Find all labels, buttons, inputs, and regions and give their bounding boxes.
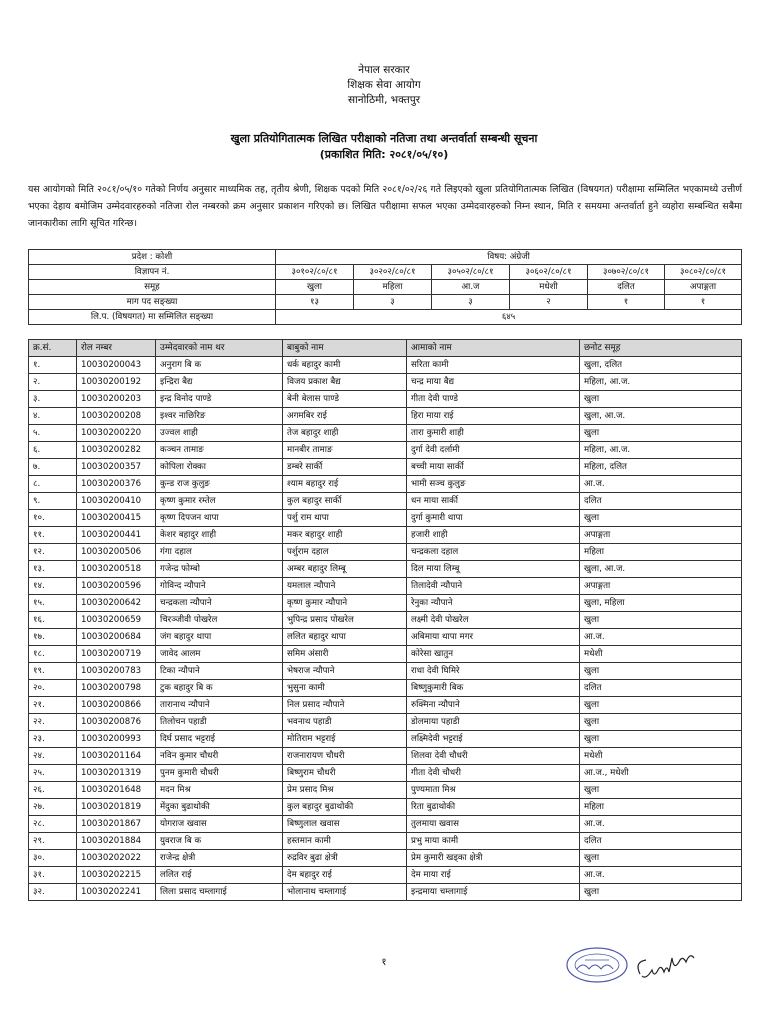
candidate-name: उज्वल शाही [156,425,283,442]
mother-name: हिरा माया राई [407,408,580,425]
mother-name: दिल माया लिम्बू [407,561,580,578]
table-row [29,357,742,374]
father-name: भुसुना कामी [283,680,407,697]
father-name: राजनारायण चौधरी [283,748,407,765]
selection-group: महिला, आ.ज. [580,374,742,391]
column-header: क्र.सं. [29,340,77,357]
selection-group: आ.ज. [580,867,742,884]
mother-name: रिता बुढाथोकी [407,799,580,816]
table-row [29,578,742,595]
serial-number: ११. [29,527,77,544]
mother-name: प्रेम कुमारी खड्का क्षेत्री [407,850,580,867]
group-name: खुला [276,280,354,295]
roll-number: 10030202241 [77,884,156,901]
notice-body: यस आयोगको मिति २०८१/०५/१० गतेको निर्णय अनुसार माध्यमिक तह, तृतीय श्रेणी, शिक्षक पदको मिति २०८१/०२/२६ गते लिइएको खुला प्रतियोगितात्मक लिखित (विषयगत) परीक्षामा सम्मिलित भएकामध्ये उत्तीर्ण भएका देहाय बमोजिम उम्मेदवारहरुको नतिजा रोल नम्बरको क्रम अनुसार प्रकाशन गरिएको छ। लिखित परीक्षामा सफल भएका उम्मेदवारहरुको निम्न स्थान, मिति र समयमा अन्तर्वार्ता हुने व्यहोरा सम्बन्धित सबैमा जानकारीका लागि सूचित गरिन्छ। [28,184,742,229]
roll-number: 10030200376 [77,476,156,493]
roll-number: 10030201884 [77,833,156,850]
page-number: १ [381,957,387,968]
table-row [29,510,742,527]
table-row [29,544,742,561]
table-row [29,697,742,714]
table-row [29,782,742,799]
candidate-name: गजेन्द्र फोम्बो [156,561,283,578]
father-name: मोतिराम भट्टराई [283,731,407,748]
demand-count: १३ [276,295,354,310]
office-seal-stamp [563,945,631,985]
group-name: दलित [588,280,665,295]
ad-number: ३०७०२/८०/८१ [588,265,665,280]
selection-group: दलित [580,833,742,850]
table-row [29,425,742,442]
mother-name: चन्द्रकला दहाल [407,544,580,561]
serial-number: १०. [29,510,77,527]
roll-number: 10030201319 [77,765,156,782]
father-name: यमलाल न्यौपाने [283,578,407,595]
candidate-name: केशर बहादुर शाही [156,527,283,544]
serial-number: ९. [29,493,77,510]
notice-title: खुला प्रतियोगितात्मक लिखित परीक्षाको नतिजा तथा अन्तर्वार्ता सम्बन्धी सूचना [230,132,538,145]
mother-name: लक्ष्मी देवी पोखरेल [407,612,580,629]
roll-number: 10030200518 [77,561,156,578]
roll-number: 10030200684 [77,629,156,646]
mother-name: चन्द्र माया बैद्य [407,374,580,391]
candidate-name: गोविन्द न्यौपाने [156,578,283,595]
serial-number: ३१. [29,867,77,884]
vacancy-table [28,249,742,325]
candidate-name: नविन कुमार चौधरी [156,748,283,765]
father-name: बिष्णुलाल खवास [283,816,407,833]
serial-number: २०. [29,680,77,697]
candidate-name: चिरञ्जीवी पोखरेल [156,612,283,629]
header-commission: शिक्षक सेवा आयोग [347,79,421,91]
father-name: भुपिन्द्र प्रसाद पोखरेल [283,612,407,629]
selection-group: आ.ज. [580,476,742,493]
candidate-name: तिलोचन पहाडी [156,714,283,731]
roll-number: 10030200208 [77,408,156,425]
ad-number: ३०५०२/८०/८१ [432,265,510,280]
table-row [29,884,742,901]
serial-number: १२. [29,544,77,561]
ad-number: ३०१०२/८०/८१ [276,265,354,280]
candidate-name: मदन मिश्र [156,782,283,799]
serial-number: ४. [29,408,77,425]
column-header: छनोट समूह [580,340,742,357]
serial-number: २५. [29,765,77,782]
candidate-name: कुन्ड राज कुलुङ [156,476,283,493]
candidate-name: इश्वर नाछिरिङ [156,408,283,425]
selection-group: मधेशी [580,646,742,663]
selection-group: खुला [580,782,742,799]
candidate-name: जंग बहादुर थापा [156,629,283,646]
selection-group: दलित [580,680,742,697]
ad-number: ३०२०२/८०/८१ [354,265,432,280]
father-name: मानबीर तामाङ [283,442,407,459]
serial-number: १९. [29,663,77,680]
serial-number: ३. [29,391,77,408]
father-name: भोलानाथ चम्लागाई [283,884,407,901]
participants-label: लि.प. (विषयगत) मा सम्मिलित सङ्ख्या [29,310,276,325]
roll-number: 10030200203 [77,391,156,408]
father-name: प्रेम प्रसाद मिश्र [283,782,407,799]
selection-group: दलित [580,493,742,510]
group-name: महिला [354,280,432,295]
candidate-name: इन्द्रिरा बैद्य [156,374,283,391]
candidate-name: कोपिला रोक्का [156,459,283,476]
candidate-name: कञ्चन तामाङ [156,442,283,459]
candidate-name: तारानाथ न्यौपाने [156,697,283,714]
selection-group: खुला [580,850,742,867]
father-name: धर्क बहादुर कामी [283,357,407,374]
demand-count: २ [510,295,588,310]
candidate-name: गंगा दहाल [156,544,283,561]
mother-name: प्रभु माया कामी [407,833,580,850]
table-row [29,867,742,884]
header-government: नेपाल सरकार [358,64,410,76]
candidate-name: ललित राई [156,867,283,884]
father-name: कृष्ण कुमार न्यौपाने [283,595,407,612]
selection-group: खुला, आ.ज. [580,561,742,578]
participants-count: ६४५ [276,310,742,325]
roll-number: 10030200642 [77,595,156,612]
selection-group: खुला [580,714,742,731]
candidate-name: टिका न्यौपाने [156,663,283,680]
candidate-name: राजेन्द्र क्षेत्री [156,850,283,867]
table-row [29,629,742,646]
roll-number: 10030200866 [77,697,156,714]
serial-number: १. [29,357,77,374]
selection-group: आ.ज. [580,816,742,833]
serial-number: २१. [29,697,77,714]
selection-group: महिला, आ.ज. [580,442,742,459]
demand-count: १ [588,295,665,310]
father-name: पर्शु राम थापा [283,510,407,527]
ad-label: विज्ञापन नं. [29,265,276,280]
table-row [29,731,742,748]
table-row [29,527,742,544]
selection-group: खुला [580,663,742,680]
mother-name: रुक्मिना न्यौपाने [407,697,580,714]
serial-number: १४. [29,578,77,595]
selection-group: आ.ज., मधेशी [580,765,742,782]
mother-name: दुर्गा देवी दर्लामी [407,442,580,459]
mother-name: इन्द्रमाया चम्लागाई [407,884,580,901]
selection-group: खुला [580,697,742,714]
selection-group: खुला [580,425,742,442]
roll-number: 10030200798 [77,680,156,697]
mother-name: तुलमाया खवास [407,816,580,833]
father-name: भेषराज न्यौपाने [283,663,407,680]
demand-label: माग पद सङ्ख्या [29,295,276,310]
serial-number: २४. [29,748,77,765]
roll-number: 10030201164 [77,748,156,765]
roll-number: 10030200993 [77,731,156,748]
mother-name: राधा देवी घिमिरे [407,663,580,680]
father-name: तेज बहादुर शाही [283,425,407,442]
group-name: आ.ज [432,280,510,295]
selection-group: महिला [580,799,742,816]
father-name: रुद्रविर बुढा क्षेत्री [283,850,407,867]
selection-group: खुला [580,391,742,408]
serial-number: २९. [29,833,77,850]
selection-group: मधेशी [580,748,742,765]
selection-group: महिला, दलित [580,459,742,476]
ad-number: ३०८०२/८०/८१ [665,265,742,280]
mother-name: रेनुका न्यौपाने [407,595,580,612]
column-header: बाबुको नाम [283,340,407,357]
candidate-name: दिर्घ प्रसाद भट्टराई [156,731,283,748]
mother-name: बच्ची माया सार्की [407,459,580,476]
father-name: अम्बर बहादुर लिम्बू [283,561,407,578]
table-row [29,612,742,629]
father-name: बिष्णुराम चौधरी [283,765,407,782]
candidate-name: युवराज बि क [156,833,283,850]
mother-name: कोरेसा खातुन [407,646,580,663]
table-row [29,493,742,510]
mother-name: अबिमाया थापा मगर [407,629,580,646]
mother-name: तारा कुमारी शाही [407,425,580,442]
candidate-name: कृष्ण दिपजन थापा [156,510,283,527]
table-row [29,850,742,867]
table-row [29,816,742,833]
serial-number: ८. [29,476,77,493]
table-row [29,459,742,476]
roll-number: 10030200220 [77,425,156,442]
table-row [29,408,742,425]
mother-name: दुर्गा कुमारी थापा [407,510,580,527]
roll-number: 10030201648 [77,782,156,799]
table-row [29,748,742,765]
selection-group: खुला, दलित [580,357,742,374]
serial-number: १५. [29,595,77,612]
serial-number: २. [29,374,77,391]
selection-group: खुला, महिला [580,595,742,612]
selection-group: आ.ज. [580,629,742,646]
table-row [29,765,742,782]
group-label: समूह [29,280,276,295]
roll-number: 10030200876 [77,714,156,731]
table-row [29,714,742,731]
header-address: सानोठिमी, भक्तपुर [347,94,421,106]
roll-number: 10030202215 [77,867,156,884]
table-row [29,476,742,493]
table-row [29,391,742,408]
roll-number: 10030200192 [77,374,156,391]
serial-number: २६. [29,782,77,799]
column-header: आमाको नाम [407,340,580,357]
ad-number: ३०६०२/८०/८१ [510,265,588,280]
roll-number: 10030200043 [77,357,156,374]
table-row [29,374,742,391]
roll-number: 10030200596 [77,578,156,595]
table-row [29,561,742,578]
mother-name: गीता देवी पाण्डे [407,391,580,408]
serial-number: २८. [29,816,77,833]
candidate-name: टुक बहादुर बि क [156,680,283,697]
table-row [29,663,742,680]
roll-number: 10030200357 [77,459,156,476]
serial-number: १६. [29,612,77,629]
mother-name: पुण्यमाता मिश्र [407,782,580,799]
father-name: देम बहादुर राई [283,867,407,884]
roll-number: 10030200659 [77,612,156,629]
serial-number: १८. [29,646,77,663]
group-name: मधेशी [510,280,588,295]
province-cell: प्रदेश : कोशी [29,250,276,265]
father-name: कुल बहादुर बुढाथोकी [283,799,407,816]
table-row [29,680,742,697]
serial-number: १७. [29,629,77,646]
serial-number: २२. [29,714,77,731]
roll-number: 10030200415 [77,510,156,527]
candidate-name: जावेद आलम [156,646,283,663]
father-name: श्याम बहादुर राई [283,476,407,493]
serial-number: २३. [29,731,77,748]
father-name: हस्तमान कामी [283,833,407,850]
table-row [29,646,742,663]
candidate-name: कृष्ण कुमार रम्तेल [156,493,283,510]
serial-number: २७. [29,799,77,816]
father-name: कुल बहादुर सार्की [283,493,407,510]
roll-number: 10030200783 [77,663,156,680]
father-name: निल प्रसाद न्यौपाने [283,697,407,714]
serial-number: ६. [29,442,77,459]
roll-number: 10030200410 [77,493,156,510]
mother-name: धन माया सार्की [407,493,580,510]
serial-number: ३०. [29,850,77,867]
column-header: रोल नम्बर [77,340,156,357]
candidate-name: लिला प्रसाद चम्लागाई [156,884,283,901]
signature [628,950,708,990]
notice-published-date: (प्रकाशित मिति: २०८१/०५/१०) [319,148,449,161]
selection-group: खुला [580,510,742,527]
roll-number: 10030200441 [77,527,156,544]
selection-group: अपाङ्गता [580,527,742,544]
candidate-name: पुनम कुमारी चौधरी [156,765,283,782]
mother-name: तिलादेवी न्यौपाने [407,578,580,595]
candidate-name: इन्द्र विनोद पाण्डे [156,391,283,408]
roll-number: 10030200719 [77,646,156,663]
roll-number: 10030200506 [77,544,156,561]
father-name: भवनाथ पहाडी [283,714,407,731]
candidate-name: चन्द्रकला न्यौपाने [156,595,283,612]
father-name: ललित बहादुर थापा [283,629,407,646]
father-name: डम्बरे सार्की [283,459,407,476]
mother-name: लक्ष्मिदेवी भट्टराई [407,731,580,748]
table-row [29,442,742,459]
mother-name: गीता देवी चौधरी [407,765,580,782]
selection-group: खुला [580,884,742,901]
table-row [29,833,742,850]
mother-name: शिलवा देवी चौधरी [407,748,580,765]
demand-count: १ [665,295,742,310]
selection-group: महिला [580,544,742,561]
table-row [29,595,742,612]
mother-name: डोलमाया पहाडी [407,714,580,731]
father-name: पर्शुराम दहाल [283,544,407,561]
mother-name: देम माया राई [407,867,580,884]
father-name: समिम अंसारी [283,646,407,663]
demand-count: ३ [432,295,510,310]
father-name: अगमबिर राई [283,408,407,425]
column-header: उम्मेदवारको नाम थर [156,340,283,357]
serial-number: ७. [29,459,77,476]
mother-name: हजारी शाही [407,527,580,544]
subject-cell: विषय: अंग्रेजी [276,250,742,265]
results-table [28,339,742,901]
candidate-name: मेंदुका बुढाथोकी [156,799,283,816]
selection-group: खुला, आ.ज. [580,408,742,425]
roll-number: 10030201867 [77,816,156,833]
candidate-name: अनुराग बि क [156,357,283,374]
mother-name: बिष्णुकुमारी बिक [407,680,580,697]
serial-number: ५. [29,425,77,442]
selection-group: अपाङ्गता [580,578,742,595]
candidate-name: योगराज खवास [156,816,283,833]
mother-name: भामी सञ्च कुलुङ [407,476,580,493]
roll-number: 10030201819 [77,799,156,816]
group-name: अपाङ्गता [665,280,742,295]
roll-number: 10030200282 [77,442,156,459]
father-name: बेनी बेलास पाण्डे [283,391,407,408]
selection-group: खुला [580,612,742,629]
father-name: विजय प्रकाश बैद्य [283,374,407,391]
roll-number: 10030202022 [77,850,156,867]
father-name: मकर बहादुर शाही [283,527,407,544]
table-row [29,799,742,816]
demand-count: ३ [354,295,432,310]
serial-number: १३. [29,561,77,578]
serial-number: ३२. [29,884,77,901]
mother-name: सरिता कामी [407,357,580,374]
selection-group: खुला [580,731,742,748]
